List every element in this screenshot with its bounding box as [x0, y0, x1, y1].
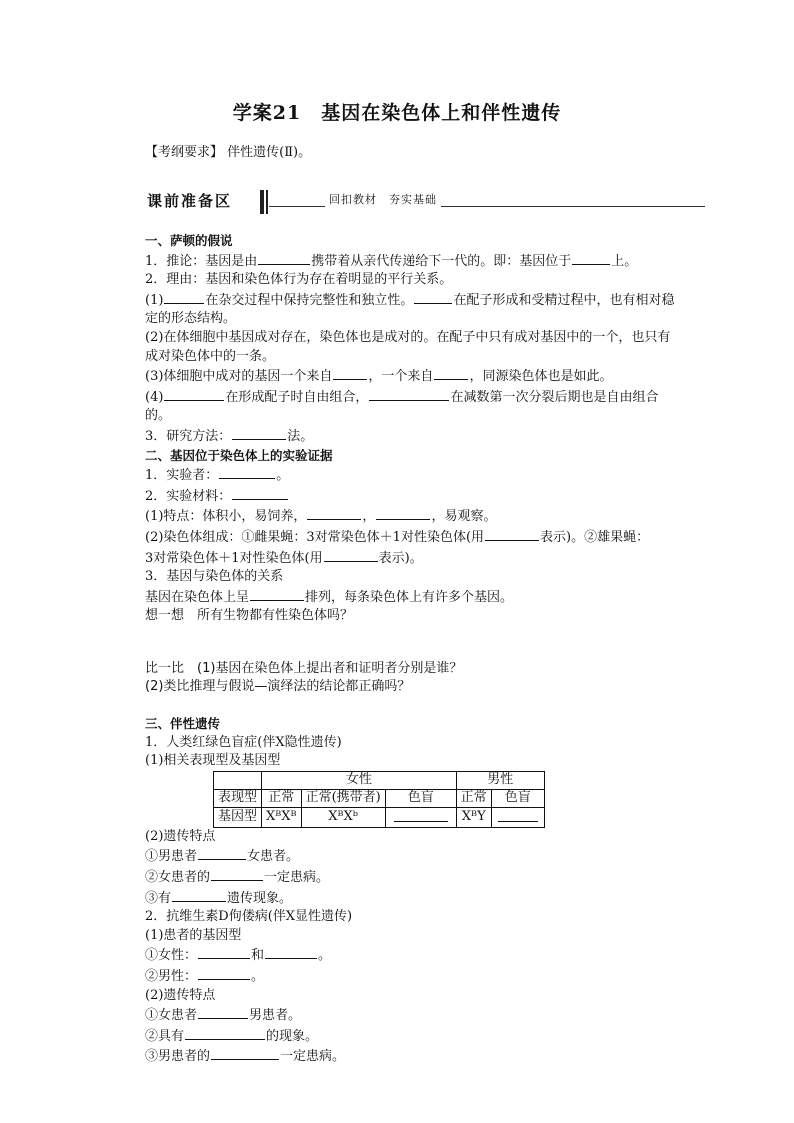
blank [198, 1005, 248, 1019]
text: 3对常染色体＋1对性染色体(用 [145, 550, 323, 566]
table-header-female: 女性 [262, 771, 457, 789]
table-cell: 正常(携带者) [301, 789, 385, 807]
text-line: 2．抗维生素D佝偻病(伴X显性遗传) [145, 909, 353, 925]
text: 一定患病。 [280, 1049, 346, 1065]
blank [414, 290, 452, 304]
section-heading: 三、伴性遗传 [145, 716, 221, 732]
text-line: 3．基因与染色体的关系 [145, 569, 284, 585]
table-cell [214, 771, 262, 789]
table-cell: XᴮXᴮ [262, 807, 302, 827]
text: 基因在染色体上呈 [145, 589, 250, 605]
text: 1．推论：基因是由 [145, 253, 258, 269]
table-cell: XᴮY [456, 807, 491, 827]
content-body [145, 232, 680, 1067]
table-cell: 色盲 [385, 789, 456, 807]
text-line: (2)遗传特点 [145, 828, 216, 844]
blank [172, 888, 226, 902]
blank [250, 587, 304, 601]
banner-title: 课前准备区 [145, 190, 261, 212]
blank [265, 945, 317, 959]
text: ①女性： [145, 948, 198, 964]
text: ②女患者的 [145, 870, 211, 886]
text: 1．实验者： [145, 468, 219, 484]
banner-subtitle: 回扣教材 夯实基础 [325, 191, 441, 207]
text: ②男性： [145, 969, 198, 984]
text-line: (1)患者的基因型 [145, 927, 242, 943]
text-line [145, 1046, 680, 1067]
compare-question: (2)类比推理与假说—演绎法的结论都正确吗？ [145, 679, 411, 695]
answer-space [145, 626, 680, 660]
text: 携带着从亲代传递给下一代的。即：基因位于 [311, 253, 572, 269]
table-row [214, 807, 545, 827]
text-line [145, 1026, 680, 1047]
think-question: 想一想 所有生物都有性染色体吗？ [145, 608, 354, 624]
text: 3．研究方法： [145, 428, 232, 444]
blank [232, 426, 286, 440]
answer-space [145, 697, 680, 715]
text: 在减数第一次分裂后期也是自由组合的。 [145, 389, 659, 424]
blank [198, 966, 250, 980]
table-row [214, 789, 545, 807]
page-title: 学案21 基因在染色体上和伴性遗传 [232, 102, 562, 124]
text-line: 2．理由：基因和染色体行为存在着明显的平行关系。 [145, 272, 453, 288]
blank [232, 486, 288, 500]
genotype-table [213, 771, 545, 828]
blank [258, 251, 310, 265]
blank [485, 527, 539, 541]
text: 在形成配子时自由组合， [225, 389, 369, 405]
blank [211, 1046, 279, 1060]
text: 表示)。②雄果蝇： [540, 529, 650, 545]
text-line: (1)相关表现型及基因型 [145, 753, 281, 769]
table-cell: 基因型 [214, 807, 262, 827]
text: ①男患者 [145, 849, 198, 865]
text-paragraph [145, 387, 680, 426]
text: 2．实验材料： [145, 488, 232, 504]
text-paragraph [145, 290, 680, 329]
table-header-male: 男性 [456, 771, 544, 789]
blank [307, 506, 361, 520]
table-cell-blank [385, 807, 456, 827]
text: (1) [145, 292, 164, 308]
text-line [145, 945, 680, 966]
table-cell: 表现型 [214, 789, 262, 807]
text: ，同源染色体也是如此。 [469, 369, 613, 385]
syllabus-requirement: 【考纲要求】 伴性遗传(Ⅱ)。 [145, 145, 312, 160]
text: (1)特点：体积小，易饲养， [145, 509, 307, 525]
text-line [145, 251, 680, 272]
text-line [145, 527, 680, 548]
text: 。 [318, 948, 332, 964]
text: ，易观察。 [431, 509, 497, 525]
text: ③有 [145, 890, 172, 906]
text: 排列，每条染色体上有许多个基因。 [305, 589, 514, 605]
banner-bar-thin [266, 190, 268, 214]
section-banner [145, 190, 705, 216]
blank [185, 1026, 265, 1040]
text: ①女患者 [145, 1008, 198, 1024]
text: 的现象。 [266, 1028, 319, 1044]
text: 和 [251, 948, 265, 964]
text-line [145, 966, 680, 987]
text: 一定患病。 [264, 870, 330, 886]
blank [498, 808, 538, 822]
table-cell: 正常 [262, 789, 302, 807]
text-line [145, 366, 680, 387]
text-line [145, 486, 680, 507]
text: (4) [145, 389, 164, 405]
table-cell: 色盲 [491, 789, 544, 807]
text: ， [362, 509, 376, 525]
text-line: 1．人类红绿色盲症(伴X隐性遗传) [145, 734, 342, 750]
blank [376, 506, 430, 520]
blank [394, 808, 448, 822]
table-cell-blank [491, 807, 544, 827]
text-line [145, 867, 680, 888]
text: ②具有 [145, 1028, 185, 1044]
blank [572, 251, 610, 265]
text: 女患者。 [247, 849, 300, 865]
blank [211, 867, 263, 881]
text: ③男患者的 [145, 1049, 211, 1065]
blank [164, 387, 224, 401]
banner-bar [260, 190, 264, 214]
text-line [145, 465, 680, 486]
text: ，一个来自 [368, 369, 434, 385]
section-heading: 二、基因位于染色体上的实验证据 [145, 447, 333, 463]
text: 在配子形成和受精过程中，也有相对稳定的形态结构。 [145, 292, 675, 327]
blank [198, 945, 250, 959]
blank [333, 366, 367, 380]
text: 上。 [611, 253, 638, 269]
text-line [145, 548, 680, 569]
table-cell: 正常 [456, 789, 491, 807]
blank [164, 290, 204, 304]
text: (3)体细胞中成对的基因一个来自 [145, 369, 333, 385]
blank [198, 846, 246, 860]
text-line [145, 1005, 680, 1026]
text-line: (2)遗传特点 [145, 987, 216, 1003]
text: 男患者。 [249, 1008, 302, 1024]
blank [219, 465, 275, 479]
text: (2)染色体组成：①雌果蝇：3对常染色体＋1对性染色体(用 [145, 529, 485, 545]
text-line [145, 506, 680, 527]
table-cell: XᴮXᵇ [301, 807, 385, 827]
blank [369, 387, 449, 401]
compare-question: 比一比 (1)基因在染色体上提出者和证明者分别是谁？ [145, 660, 463, 676]
text: 表示)。 [378, 550, 423, 566]
text-line [145, 846, 680, 867]
text: 。 [251, 969, 265, 984]
text-line [145, 587, 680, 608]
text-paragraph: (2)在体细胞中基因成对存在，染色体也是成对的。在配子中只有成对基因中的一个，也只有成对染色体中的一条。 [145, 329, 671, 364]
text: 法。 [287, 428, 314, 444]
text-line [145, 426, 680, 447]
text: 遗传现象。 [227, 890, 293, 906]
blank [434, 366, 468, 380]
blank [324, 548, 378, 562]
text-line [145, 888, 680, 909]
text: 。 [276, 468, 290, 484]
table-row [214, 771, 545, 789]
text: 在杂交过程中保持完整性和独立性。 [205, 292, 414, 308]
section-heading: 一、萨顿的假说 [145, 233, 233, 248]
